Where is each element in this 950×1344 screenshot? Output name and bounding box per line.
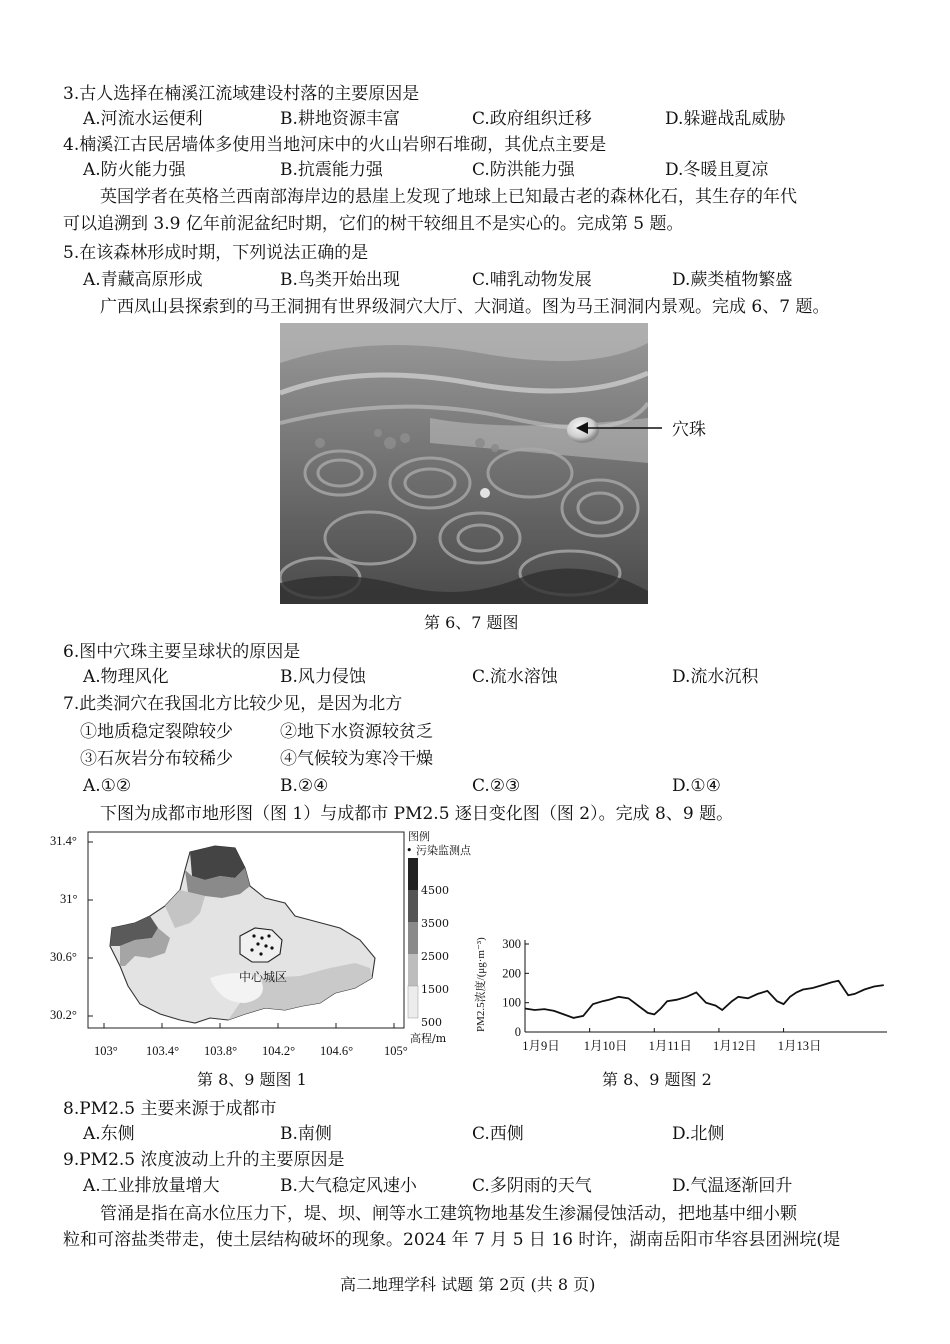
passage-last-line1: 管涌是指在高水位压力下，堤、坝、闸等水工建筑物地基发生渗漏侵蚀活动，把地基中细小颗 <box>100 1204 797 1224</box>
lon-tick-104-6: 104.6° <box>320 1044 354 1058</box>
cave-photo <box>280 323 648 604</box>
q3-option-d: D.躲避战乱威胁 <box>665 109 786 129</box>
q6-option-c: C.流水溶蚀 <box>472 667 558 687</box>
pm25-xtick-label: 1月13日 <box>777 1039 822 1053</box>
passage5-line1: 英国学者在英格兰西南部海岸边的悬崖上发现了地球上已知最古老的森林化石，其生存的年代 <box>100 187 797 207</box>
q5-option-a: A.青藏高原形成 <box>83 270 203 290</box>
q5-option-b: B.鸟类开始出现 <box>280 270 400 290</box>
center-city-boundary <box>240 928 282 962</box>
passage89: 下图为成都市地形图（图 1）与成都市 PM2.5 逐日变化图（图 2）。完成 8、9 题。 <box>100 804 734 824</box>
pm25-line-chart <box>475 930 900 1060</box>
pearl-label: 穴珠 <box>672 420 706 440</box>
q8-option-c: C.西侧 <box>472 1124 524 1144</box>
q7-stem: 7.此类洞穴在我国北方比较少见，是因为北方 <box>63 694 403 714</box>
center-city-label: 中心城区 <box>239 970 288 984</box>
q9-option-c: C.多阴雨的天气 <box>472 1176 592 1196</box>
lon-tick-103: 103° <box>94 1044 118 1058</box>
pearl-arrow-icon <box>574 418 664 438</box>
pm25-xtick-label: 1月10日 <box>583 1039 628 1053</box>
q3-option-b: B.耕地资源丰富 <box>280 109 400 129</box>
elev-tick-3500: 3500 <box>421 917 449 930</box>
q9-stem: 9.PM2.5 浓度波动上升的主要原因是 <box>63 1150 345 1170</box>
map-legend-title: 图例 <box>408 830 430 843</box>
passage5-line2: 可以追溯到 3.9 亿年前泥盆纪时期，它们的树干较细且不是实心的。完成第 5 题。 <box>63 214 684 234</box>
lon-tick-104-2: 104.2° <box>262 1044 296 1058</box>
q5-option-c: C.哺乳动物发展 <box>472 270 592 290</box>
pm25-series-line <box>525 981 884 1018</box>
q3-option-c: C.政府组织迁移 <box>472 109 592 129</box>
pm25-ytick-label: 0 <box>514 1025 521 1039</box>
pm25-ytick-label: 200 <box>502 966 521 981</box>
q7-option-b: B.②④ <box>280 776 329 796</box>
passage67: 广西凤山县探索到的马王洞拥有世界级洞穴大厅、大洞道。图为马王洞洞内景观。完成 6、7 题。 <box>100 297 830 317</box>
q9-option-b: B.大气稳定风速小 <box>280 1176 417 1196</box>
pm25-ytick-label: 300 <box>502 937 521 951</box>
pm25-xtick-label: 1月11日 <box>648 1039 692 1053</box>
elev-tick-2500: 2500 <box>421 950 449 963</box>
q9-option-a: A.工业排放量增大 <box>83 1176 220 1196</box>
lat-tick-30-6: 30.6° <box>50 950 77 964</box>
q3-stem: 3.古人选择在楠溪江流域建设村落的主要原因是 <box>63 84 420 104</box>
q4-option-d: D.冬暖且夏凉 <box>665 160 769 180</box>
q4-option-b: B.抗震能力强 <box>280 160 383 180</box>
q7-item-1: ①地质稳定裂隙较少 <box>80 722 233 742</box>
page-footer: 高二地理学科 试题 第 2页 (共 8 页) <box>340 1275 596 1294</box>
q5-option-d: D.蕨类植物繁盛 <box>672 270 793 290</box>
q9-option-d: D.气温逐渐回升 <box>672 1176 793 1196</box>
lat-tick-31: 31° <box>60 892 78 906</box>
lat-tick-30-2: 30.2° <box>50 1008 77 1022</box>
q8-option-b: B.南侧 <box>280 1124 332 1144</box>
pm25-ytick-label: 100 <box>502 995 521 1010</box>
elev-unit: 高程/m <box>410 1032 447 1045</box>
pm25-ylabel: PM2.5浓度/(μg·m⁻³) <box>475 937 487 1032</box>
q4-option-a: A.防火能力强 <box>83 160 186 180</box>
chart-caption: 第 8、9 题图 2 <box>602 1070 712 1089</box>
q3-option-a: A.河流水运便利 <box>83 109 203 129</box>
q4-stem: 4.楠溪江古民居墙体多使用当地河床中的火山岩卵石堆砌，其优点主要是 <box>63 135 607 155</box>
pm25-xtick-label: 1月12日 <box>713 1039 757 1053</box>
q7-item-2: ②地下水资源较贫乏 <box>280 722 433 742</box>
q6-stem: 6.图中穴珠主要呈球状的原因是 <box>63 642 301 662</box>
q8-option-d: D.北侧 <box>672 1124 725 1144</box>
q6-option-b: B.风力侵蚀 <box>280 667 366 687</box>
q8-stem: 8.PM2.5 主要来源于成都市 <box>63 1099 277 1119</box>
figure67-caption: 第 6、7 题图 <box>424 613 519 632</box>
elev-tick-4500: 4500 <box>421 884 449 897</box>
map-legend-point: • 污染监测点 <box>406 844 471 857</box>
pm25-ylabel-wrap <box>470 937 490 1034</box>
q7-option-d: D.①④ <box>672 776 721 796</box>
q7-option-c: C.②③ <box>472 776 521 796</box>
passage-last-line2: 粒和可溶盐类带走，使土层结构破坏的现象。2024 年 7 月 5 日 16 时许，湖南岳阳市华容县团洲垸(堤 <box>63 1230 840 1250</box>
cave-photo-illustration <box>280 323 648 604</box>
q5-stem: 5.在该森林形成时期，下列说法正确的是 <box>63 243 369 263</box>
lon-tick-105: 105° <box>384 1044 408 1058</box>
lon-tick-103-4: 103.4° <box>146 1044 180 1058</box>
q7-option-a: A.①② <box>83 776 132 796</box>
elev-tick-500: 500 <box>421 1016 442 1029</box>
lat-tick-31-4: 31.4° <box>50 834 77 848</box>
q6-option-d: D.流水沉积 <box>672 667 759 687</box>
q7-item-3: ③石灰岩分布较稀少 <box>80 749 233 769</box>
q7-item-4: ④气候较为寒冷干燥 <box>280 749 433 769</box>
map-caption: 第 8、9 题图 1 <box>197 1070 307 1089</box>
q8-option-a: A.东侧 <box>83 1124 135 1144</box>
q4-option-c: C.防洪能力强 <box>472 160 575 180</box>
lon-tick-103-8: 103.8° <box>204 1044 238 1058</box>
elev-tick-1500: 1500 <box>421 983 449 996</box>
pm25-xtick-label: 1月9日 <box>522 1039 560 1053</box>
q6-option-a: A.物理风化 <box>83 667 169 687</box>
